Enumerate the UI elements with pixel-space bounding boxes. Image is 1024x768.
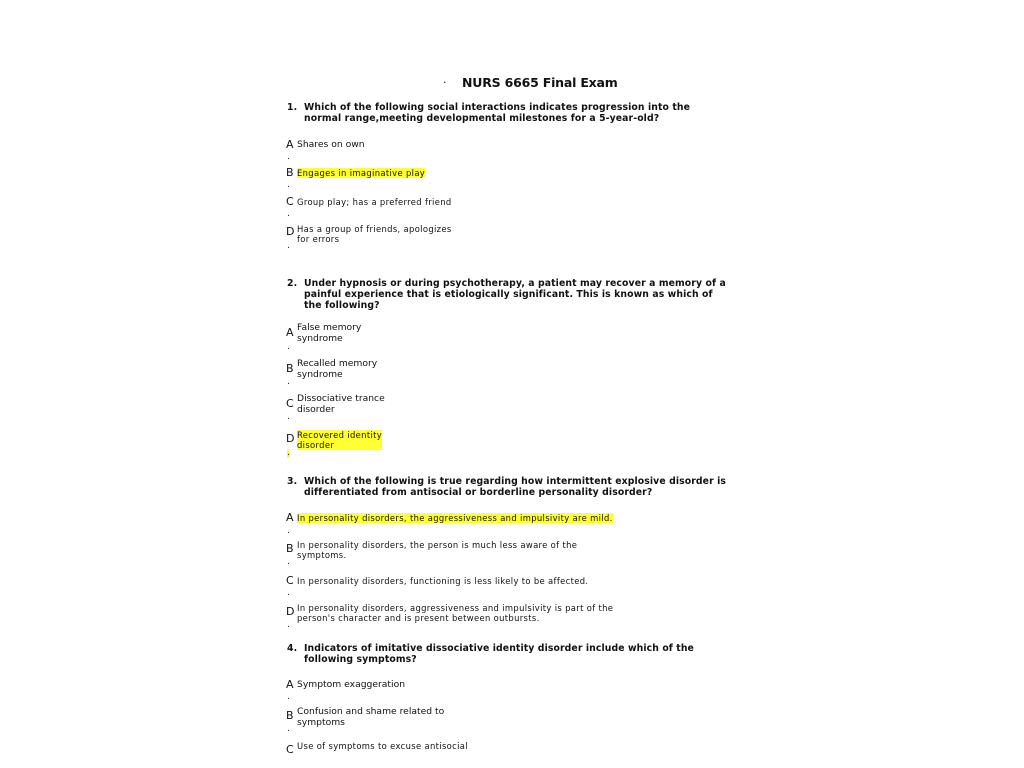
option-text: Dissociative trance disorder — [297, 393, 385, 415]
question-number: 3. — [287, 476, 298, 487]
option-text: In personality disorders, the aggressiveness and impulsivity are mild. — [297, 513, 613, 523]
option-text: Recalled memory syndrome — [297, 358, 378, 380]
option-text: In personality disorders, the person is much less aware of the symptoms. — [297, 540, 578, 560]
option-text: In personality disorders, aggressiveness and impulsivity is part of the person's character and is present between outbursts. — [297, 603, 614, 623]
option-text: In personality disorders, functioning is less likely to be affected. — [297, 576, 589, 586]
option-period: . — [287, 152, 290, 162]
question-text: Under hypnosis or during psychotherapy, a patient may recover a memory of a painful experience that is etiologically significant. This is known as which of the following? — [304, 278, 726, 311]
option-text: Use of symptoms to excuse antisocial — [297, 741, 468, 751]
question-1 — [287, 102, 727, 124]
question-text: Which of the following is true regarding how intermittent explosive disorder is differentiated from antisocial or borderline personality disorder? — [304, 476, 727, 498]
option-text: Has a group of friends, apologizes for errors — [297, 224, 452, 244]
question-4 — [287, 643, 727, 665]
title-bullet: · — [443, 76, 447, 89]
option-letter: C — [286, 574, 294, 587]
option-text: Recovered identity disorder — [297, 430, 383, 450]
option-letter: A — [286, 511, 294, 524]
option-period: . — [287, 448, 290, 458]
option-period: . — [287, 412, 290, 422]
option-letter: C — [286, 743, 294, 756]
option-period: . — [287, 526, 290, 536]
option-period: . — [287, 557, 290, 567]
option-letter: D — [286, 225, 295, 238]
option-text: Engages in imaginative play — [297, 168, 426, 178]
question-text: Indicators of imitative dissociative identity disorder include which of the following symptoms? — [304, 643, 694, 665]
option-letter: B — [286, 542, 294, 555]
option-text: Shares on own — [297, 139, 365, 150]
option-period: . — [287, 588, 290, 598]
option-text: Symptom exaggeration — [297, 679, 406, 690]
option-period: . — [287, 620, 290, 630]
option-letter: A — [286, 138, 294, 151]
question-text: Which of the following social interactions indicates progression into the normal range,meeting developmental milestones for a 5-year-old? — [304, 102, 690, 124]
option-text: False memory syndrome — [297, 322, 362, 344]
question-number: 1. — [287, 102, 298, 113]
option-letter: D — [286, 432, 295, 445]
option-letter: A — [286, 326, 294, 339]
question-3 — [287, 476, 727, 498]
option-period: . — [287, 377, 290, 387]
option-letter: B — [286, 709, 294, 722]
option-letter: A — [286, 678, 294, 691]
question-number: 4. — [287, 643, 298, 654]
option-text: Group play; has a preferred friend — [297, 197, 452, 207]
option-period: . — [287, 209, 290, 219]
page-title: NURS 6665 Final Exam — [462, 75, 618, 90]
option-period: . — [287, 692, 290, 702]
option-period: . — [287, 241, 290, 251]
option-letter: C — [286, 195, 294, 208]
option-letter: B — [286, 166, 294, 179]
option-letter: D — [286, 605, 295, 618]
question-2 — [287, 278, 727, 311]
question-number: 2. — [287, 278, 298, 289]
option-period: . — [287, 342, 290, 352]
option-letter: C — [286, 397, 294, 410]
option-period: . — [287, 724, 290, 734]
option-letter: B — [286, 362, 294, 375]
option-text: Confusion and shame related to symptoms — [297, 706, 445, 728]
option-period: . — [287, 180, 290, 190]
